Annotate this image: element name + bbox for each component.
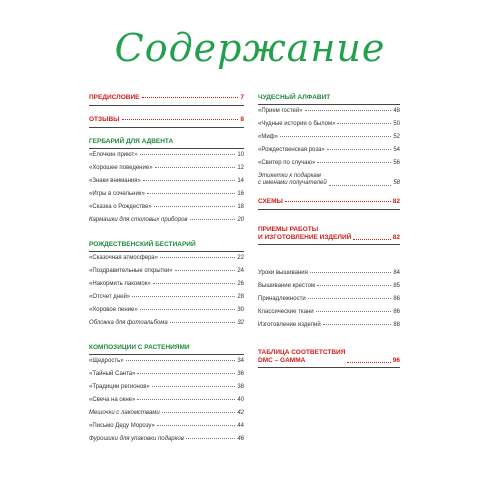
entry-page: 38	[237, 384, 244, 390]
toc-section-bestiary	[89, 241, 244, 333]
toc-entry-schemes[interactable]	[258, 198, 400, 210]
dot-leader	[153, 283, 236, 284]
entry-label: Принадлежности	[258, 296, 306, 302]
entry-label: «Сказочная атмосфера»	[89, 255, 158, 261]
entry-page: 86	[393, 296, 400, 302]
entry-label: «Прием гостей»	[258, 108, 303, 114]
toc-entry[interactable]	[89, 371, 244, 384]
dot-leader	[347, 362, 390, 363]
toc-entry[interactable]	[89, 217, 244, 230]
entry-page: 30	[237, 307, 244, 313]
dot-leader	[143, 180, 235, 181]
dot-leader	[308, 298, 392, 299]
toc-entry[interactable]	[89, 152, 244, 165]
toc-entry[interactable]	[258, 322, 400, 335]
dot-leader	[137, 373, 235, 374]
toc-entry[interactable]	[89, 191, 244, 204]
dot-leader	[160, 257, 235, 258]
toc-entry[interactable]	[258, 147, 400, 160]
toc-entry[interactable]	[89, 268, 244, 281]
entry-page: 85	[393, 283, 400, 289]
entry-page: 36	[237, 371, 244, 377]
toc-entry[interactable]	[89, 307, 244, 320]
dot-leader	[353, 239, 390, 240]
toc-entry[interactable]	[89, 165, 244, 178]
entry-label	[258, 173, 327, 187]
dot-leader	[140, 154, 236, 155]
dot-leader	[175, 270, 236, 271]
toc-entry-table[interactable]	[258, 349, 400, 368]
entry-label: Изготовление изделий	[258, 322, 321, 328]
toc-entry[interactable]	[258, 160, 400, 173]
dot-leader	[329, 185, 392, 186]
entry-page: 10	[237, 152, 244, 158]
entry-label: СХЕМЫ	[258, 198, 283, 205]
entry-label: «Игры в сочельник»	[89, 191, 145, 197]
dot-leader	[323, 324, 392, 325]
toc-entry[interactable]	[89, 281, 244, 294]
section-heading: ЧУДЕСНЫЙ АЛФАВИТ	[258, 94, 400, 105]
entry-label: «Щедрость»	[89, 358, 124, 364]
entry-page: 18	[237, 204, 244, 210]
entry-label: «Елочкин приют»	[89, 152, 138, 158]
section-heading: ГЕРБАРИЙ ДЛЯ АДВЕНТА	[89, 138, 244, 149]
entry-page: 86	[393, 309, 400, 315]
entry-label: «Традиции регионов»	[89, 384, 150, 390]
dot-leader	[317, 285, 391, 286]
entry-page: 34	[237, 358, 244, 364]
dot-leader	[137, 399, 235, 400]
dot-leader	[310, 272, 391, 273]
entry-label: Мешочки с лакомствами	[89, 410, 160, 416]
entry-page: 26	[237, 281, 244, 287]
toc-entry-labels[interactable]	[258, 173, 400, 187]
toc-entry[interactable]	[89, 358, 244, 371]
dot-leader	[317, 162, 391, 163]
entry-page: 40	[237, 397, 244, 403]
toc-entry[interactable]	[89, 384, 244, 397]
entry-label: «Свеча на окне»	[89, 397, 136, 403]
dot-leader	[162, 412, 236, 413]
entry-page: 82	[392, 198, 400, 205]
section-heading[interactable]	[258, 226, 400, 245]
entry-page: 46	[237, 436, 244, 442]
toc-entry-reviews[interactable]	[89, 116, 244, 128]
entry-label: «Накормить лакомок»	[89, 281, 151, 287]
entry-page: 12	[237, 165, 244, 171]
dot-leader	[327, 149, 392, 150]
entry-page: 20	[237, 217, 244, 223]
entry-page: 24	[237, 268, 244, 274]
entry-label: «Тайный Санта»	[89, 371, 136, 377]
entry-page: 16	[237, 191, 244, 197]
entry-label-line1: Этикетки к подаркам	[258, 173, 321, 179]
entry-label: ПРЕДИСЛОВИЕ	[89, 94, 140, 101]
toc-entry[interactable]	[258, 108, 400, 121]
heading-line2: DMC – GAMMA	[258, 357, 306, 364]
entry-label: «Рождественская роза»	[258, 147, 325, 153]
dot-leader	[152, 386, 236, 387]
dot-leader	[337, 123, 391, 124]
entry-page: 58	[393, 180, 400, 186]
toc-section-techniques	[258, 226, 400, 335]
entry-page: 96	[392, 357, 400, 364]
entry-label: ОТЗЫВЫ	[89, 116, 120, 123]
entry-page: 88	[393, 322, 400, 328]
dot-leader	[280, 136, 391, 137]
entry-page: 48	[393, 108, 400, 114]
spacer	[258, 248, 400, 270]
entry-page: 32	[237, 320, 244, 326]
dot-leader	[154, 206, 236, 207]
dot-leader	[122, 119, 239, 120]
page-title: Содержание	[114, 26, 386, 70]
entry-page: 14	[237, 178, 244, 184]
dot-leader	[316, 311, 392, 312]
dot-leader	[126, 360, 236, 361]
entry-label: «Знаки внимания»	[89, 178, 141, 184]
entry-page: 56	[393, 160, 400, 166]
entry-label: «Поздравительные открытки»	[89, 268, 173, 274]
dot-leader	[170, 322, 236, 323]
toc-entry[interactable]	[258, 121, 400, 134]
entry-page: 22	[237, 255, 244, 261]
toc-entry[interactable]	[258, 134, 400, 147]
toc-entry[interactable]	[89, 204, 244, 217]
entry-page: 42	[237, 410, 244, 416]
dot-leader	[305, 110, 392, 111]
entry-label: «Хоровое пение»	[89, 307, 138, 313]
toc-entry[interactable]	[89, 436, 244, 449]
toc-section-alphabet	[258, 94, 400, 187]
heading-line1: ПРИЕМЫ РАБОТЫ	[258, 226, 319, 233]
entry-page: 44	[237, 423, 244, 429]
toc-section-herbarium	[89, 138, 244, 230]
toc-right-column	[258, 94, 400, 371]
toc-entry[interactable]	[89, 423, 244, 436]
dot-leader	[285, 201, 391, 202]
entry-label: «Свитер по случаю»	[258, 160, 316, 166]
toc-section-compositions	[89, 344, 244, 449]
dot-leader	[142, 97, 239, 98]
entry-label: «Письмо Деду Морозу»	[89, 423, 155, 429]
dot-leader	[186, 438, 235, 439]
toc-entry[interactable]	[89, 410, 244, 423]
heading-line2: И ИЗГОТОВЛЕНИЕ ИЗДЕЛИЙ	[258, 234, 352, 241]
toc-entry[interactable]	[258, 270, 400, 283]
entry-label: Уроки вышивания	[258, 270, 308, 276]
entry-label: «Сказка о Рождестве»	[89, 204, 152, 210]
toc-entry[interactable]	[89, 255, 244, 268]
entry-label: Кармашки для столовых приборов	[89, 217, 188, 223]
entry-page: 82	[392, 234, 400, 241]
entry-label-line2: с именами получателей	[258, 180, 327, 186]
entry-label: «Чудные истории о былом»	[258, 121, 336, 127]
heading-text	[258, 226, 351, 242]
entry-label: «Отсчет дней»	[89, 294, 131, 300]
toc-left-column	[89, 94, 244, 460]
entry-page: 8	[240, 116, 244, 123]
entry-page: 28	[237, 294, 244, 300]
toc-entry[interactable]	[89, 178, 244, 191]
entry-page: 50	[393, 121, 400, 127]
toc-entry-preface[interactable]	[89, 94, 244, 106]
dot-leader	[190, 219, 236, 220]
toc-entry[interactable]	[89, 320, 244, 333]
toc-entry[interactable]	[258, 296, 400, 309]
toc-entry[interactable]	[258, 283, 400, 296]
entry-label: «Миф»	[258, 134, 278, 140]
entry-page: 84	[393, 270, 400, 276]
dot-leader	[155, 167, 236, 168]
heading-text	[258, 349, 345, 365]
entry-label: Вышивание крестом	[258, 283, 316, 289]
toc-entry[interactable]	[89, 294, 244, 307]
entry-page: 52	[393, 134, 400, 140]
section-heading: РОЖДЕСТВЕНСКИЙ БЕСТИАРИЙ	[89, 241, 244, 252]
toc-entry[interactable]	[89, 397, 244, 410]
heading-line1: ТАБЛИЦА СООТВЕТСТВИЯ	[258, 349, 346, 356]
entry-label: Фурошики для упаковки подарков	[89, 436, 184, 442]
dot-leader	[147, 193, 236, 194]
section-heading: КОМПОЗИЦИИ С РАСТЕНИЯМИ	[89, 344, 244, 355]
entry-page: 7	[240, 94, 244, 101]
dot-leader	[140, 309, 236, 310]
entry-label: «Хорошее поведение»	[89, 165, 153, 171]
entry-page: 54	[393, 147, 400, 153]
dot-leader	[132, 296, 235, 297]
toc-entry[interactable]	[258, 309, 400, 322]
entry-label: Обложка для фотоальбома	[89, 320, 168, 326]
entry-label: Классические ткани	[258, 309, 314, 315]
dot-leader	[157, 425, 236, 426]
